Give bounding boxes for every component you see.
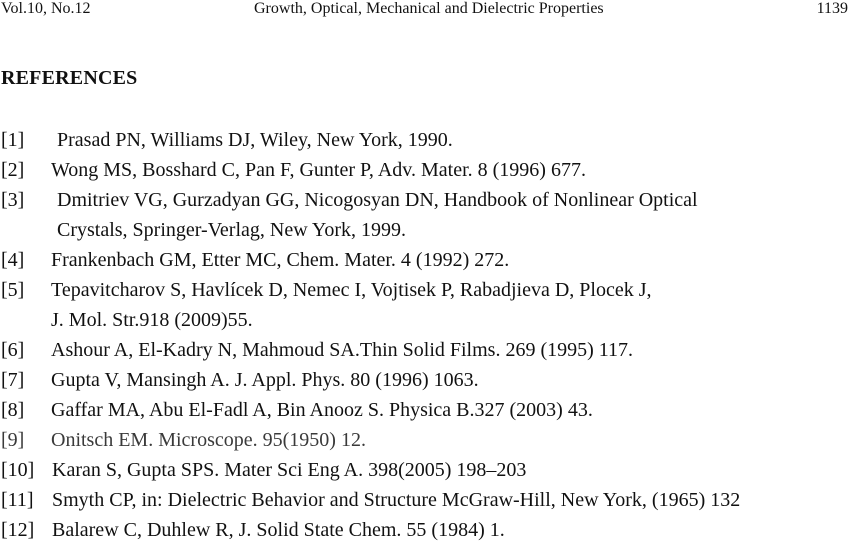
reference-number: [12]: [1, 519, 35, 541]
reference-text: Dmitriev VG, Gurzadyan GG, Nicogosyan DN, Handbook of Nonlinear Optical: [57, 189, 698, 211]
reference-item: [1, 185, 847, 245]
reference-item: [1, 395, 847, 425]
reference-item: [1, 365, 847, 395]
reference-number: [5]: [1, 279, 25, 301]
reference-item: [1, 455, 847, 485]
reference-number: [2]: [1, 159, 25, 181]
reference-number: [6]: [1, 339, 25, 361]
reference-item: [1, 155, 847, 185]
journal-volume: Vol.10, No.12: [1, 0, 91, 17]
reference-text: Gaffar MA, Abu El-Fadl A, Bin Anooz S. Physica B.327 (2003) 43.: [51, 399, 593, 421]
reference-item: [1, 275, 847, 335]
reference-text: Balarew C, Duhlew R, J. Solid State Chem. 55 (1984) 1.: [52, 519, 505, 541]
reference-item: [1, 335, 847, 365]
reference-text: Ashour A, El-Kadry N, Mahmoud SA.Thin Solid Films. 269 (1995) 117.: [51, 339, 634, 361]
reference-item: [1, 425, 847, 455]
reference-item: [1, 245, 847, 275]
reference-text: Prasad PN, Williams DJ, Wiley, New York, 1990.: [57, 129, 453, 151]
reference-text-continued: J. Mol. Str.918 (2009)55.: [51, 309, 253, 331]
reference-text: Onitsch EM. Microscope. 95(1950) 12.: [51, 429, 366, 451]
reference-text: Karan S, Gupta SPS. Mater Sci Eng A. 398(2005) 198–203: [52, 459, 527, 481]
reference-text: Wong MS, Bosshard C, Pan F, Gunter P, Adv. Mater. 8 (1996) 677.: [51, 159, 586, 181]
reference-number: [8]: [1, 399, 25, 421]
running-header: [0, 0, 849, 22]
reference-number: [10]: [1, 459, 35, 481]
reference-text: Gupta V, Mansingh A. J. Appl. Phys. 80 (1996) 1063.: [51, 369, 479, 391]
reference-number: [7]: [1, 369, 25, 391]
reference-number: [11]: [1, 489, 34, 511]
reference-item: [1, 515, 847, 545]
reference-number: [4]: [1, 249, 25, 271]
reference-number: [9]: [1, 429, 25, 451]
reference-text-continued: Crystals, Springer-Verlag, New York, 1999.: [57, 219, 407, 241]
reference-text: Tepavitcharov S, Havlícek D, Nemec I, Vojtisek P, Rabadjieva D, Plocek J,: [51, 279, 652, 301]
reference-item: [1, 125, 847, 155]
running-title: Growth, Optical, Mechanical and Dielectric Properties: [254, 0, 604, 17]
page-number: 1139: [816, 0, 848, 17]
reference-list: [1, 125, 847, 545]
reference-item: [1, 485, 847, 515]
reference-text: Smyth CP, in: Dielectric Behavior and Structure McGraw-Hill, New York, (1965) 132: [52, 489, 741, 511]
reference-number: [1]: [1, 129, 25, 151]
section-title: REFERENCES: [1, 67, 138, 89]
reference-number: [3]: [1, 189, 25, 211]
reference-text: Frankenbach GM, Etter MC, Chem. Mater. 4 (1992) 272.: [51, 249, 510, 271]
